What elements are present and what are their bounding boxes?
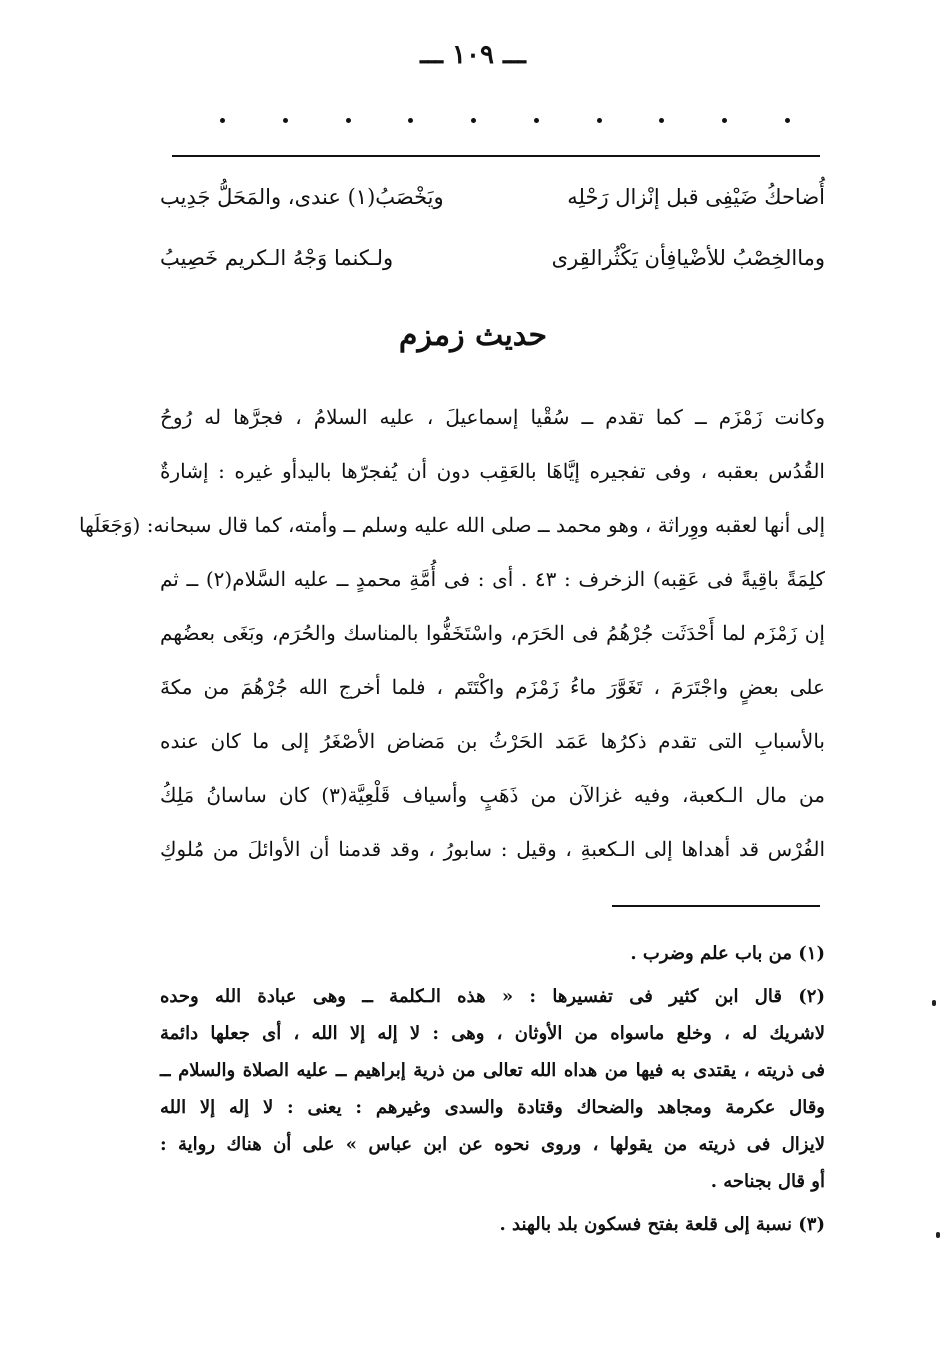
footnote-rule <box>612 905 820 907</box>
verse-line <box>160 182 825 212</box>
body-line: كلِمَةً باقِيةً فى عَقِبه) الزخرف : ٤٣ . أى : فى أُمَّةِ محمدٍ ــ عليه السَّلام(٢) ــ ثم <box>160 567 825 591</box>
ornament-dot <box>785 118 790 123</box>
verse-hemistich-right: أُضاحكُ ضَيْفِى قبل إنْزال رَحْلِه <box>567 185 825 209</box>
footnote-line: أو قال بجناحه . <box>710 1171 825 1192</box>
body-line: إلى أنها لعقبه ووِراثة ، وهو محمد ــ صلى الله عليه وسلم ــ وأمته، كما قال سبحانه: (وَجَعَلَها <box>78 513 825 537</box>
margin-speck <box>932 1000 936 1006</box>
ornament-dot <box>408 118 413 123</box>
body-line: من مال الـكعبة، وفيه غزالآن من ذَهَبٍ وأسياف قَلْعِيَّة(٣) كان ساسانُ مَلِكُ <box>160 783 825 807</box>
footnote-line: لاشريك له ، وخلع ماسواه من الأوثان ، وهى : لا إله إلا الله ، أى جعلها دائمة <box>160 1023 825 1044</box>
header-rule <box>172 155 820 157</box>
footnotes <box>160 935 825 1243</box>
footnote-line: فى ذريته ، يقتدى به فيها من هداه الله تعالى من ذرية إبراهيم ــ عليه الصلاة والسلام ــ <box>160 1060 825 1081</box>
footnote <box>160 935 825 972</box>
body-line: وكانت زَمْزَم ــ كما تقدم ــ سُقْيا إسماعيلَ ، عليه السلامُ ، فجرَّها له رُوحُ <box>160 405 825 429</box>
ornament-dot <box>220 118 225 123</box>
ornament-dot <box>471 118 476 123</box>
footnote-line: (١) من باب علم وضرب . <box>630 943 825 964</box>
ornament-dot <box>659 118 664 123</box>
ornament-dot <box>722 118 727 123</box>
body-line: على بعضٍ واجْتَرَمَ ، تَغَوَّرَ ماءُ زَمْزَم واكْتَتَم ، فلما أخرج الله جُرْهُمَ من مكةَ <box>160 675 825 699</box>
footnote <box>160 1206 825 1243</box>
body-line: القُدُس بعقبه ، وفى تفجيره إيَّاهَا بالعَقِب دون أن يُفجرّها باليدأو غيره : إشارةٌ <box>160 459 825 483</box>
footnote-line: (٣) نسبة إلى قلعة بفتح فسكون بلد بالهند . <box>499 1214 825 1235</box>
body-text <box>78 390 825 876</box>
body-line: إن زَمْزَم لما أَحْدَثَت جُرْهُمُ فى الحَرَم، واسْتَخَفُّوا بالمناسك والحُرَم، وبَغَى بعضُهم <box>160 621 825 645</box>
ornament-dot <box>534 118 539 123</box>
verse-hemistich-left: ولـكنما وَجْهُ الـكريم خَصِيبُ <box>160 246 394 270</box>
verse-hemistich-left: ويَخْصَبُ(١) عندى، والمَحَلُّ جَدِيب <box>160 185 444 209</box>
margin-speck <box>936 1232 940 1238</box>
footnote <box>160 978 825 1200</box>
ornament-dot <box>597 118 602 123</box>
footnote-line: وقال عكرمة ومجاهد والضحاك وقتادة والسدى وغيرهم : يعنى : لا إله إلا الله <box>160 1097 825 1118</box>
body-line: الفُرْس قد أهداها إلى الـكعبةِ ، وقيل : سابورُ ، وقد قدمنا أن الأوائلَ من مُلوكِ <box>160 837 825 861</box>
ornament-dots-row <box>220 118 790 123</box>
page-number: ـــ ١٠٩ ـــ <box>420 40 526 70</box>
ornament-dot <box>346 118 351 123</box>
footnote-line: (٢) قال ابن كثير فى تفسيرها : « هذه الـكلمة ــ وهى عبادة الله وحده <box>160 986 825 1007</box>
ornament-dot <box>283 118 288 123</box>
footnote-line: لايزال فى ذريته من يقولها ، وروى نحوه عن ابن عباس » على أن هناك رواية : <box>160 1134 825 1155</box>
verse-hemistich-right: وماالخِصْبُ للأضْيافِأن يَكْثُرالقِرى <box>551 246 825 270</box>
body-line: بالأسبابِ التى تقدم ذكرُها عَمَد الحَرْثُ بن مَضاض الأصْغَرُ إلى ما كان عنده <box>160 729 825 753</box>
section-title: حديث زمزم <box>398 318 548 353</box>
verse-line <box>160 243 825 273</box>
